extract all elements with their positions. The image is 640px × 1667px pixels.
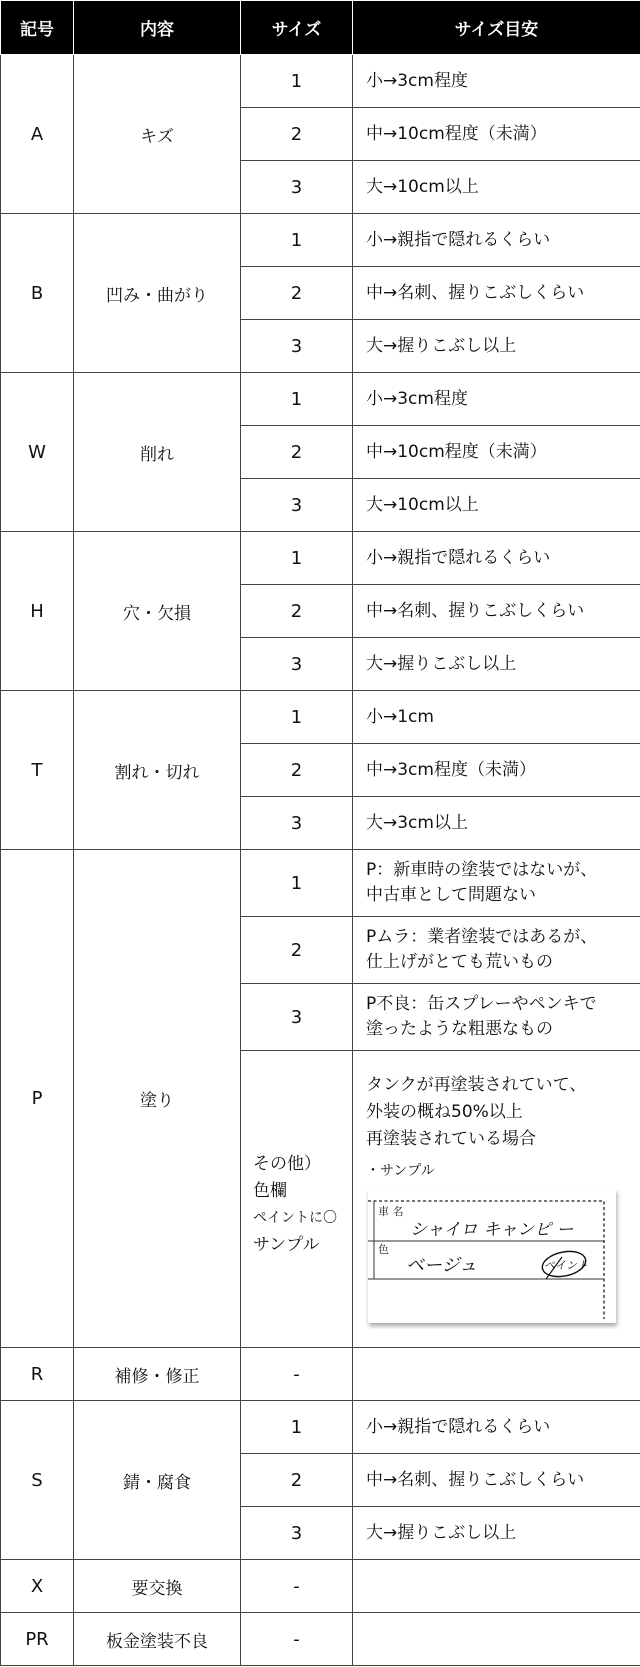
table-row [1, 373, 640, 426]
size-cell: 2 [241, 108, 353, 161]
guide-cell: 大→握りこぶし以上 [353, 638, 640, 691]
size-cell: 1 [241, 691, 353, 744]
size-cell: 2 [241, 1454, 353, 1507]
sample-paint-mark: ペイント [544, 1259, 588, 1272]
guide-cell: 大→握りこぶし以上 [353, 320, 640, 373]
size-cell: 1 [241, 373, 353, 426]
size-cell: 2 [241, 426, 353, 479]
other-guide-line: 外装の概ね50%以上 [366, 1102, 523, 1122]
other-size-line: ペイントに〇 [253, 1210, 337, 1226]
guide-line: 仕上げがとても荒いもの [366, 952, 553, 972]
guide-cell: 小→3cm程度 [353, 55, 640, 108]
guide-cell: 中→10cm程度（未満） [353, 108, 640, 161]
guide-cell: 中→名刺、握りこぶしくらい [353, 1454, 640, 1507]
size-cell: 1 [241, 55, 353, 108]
table-row [1, 1348, 640, 1401]
size-cell: - [241, 1613, 353, 1666]
guide-line: P不良：缶スプレーやペンキで [366, 994, 597, 1014]
guide-line: Pムラ：業者塗装ではあるが、 [366, 927, 598, 947]
content-cell: 塗り [74, 850, 241, 1348]
guide-cell: 大→10cm以上 [353, 479, 640, 532]
table-row [1, 850, 640, 917]
content-cell: 錆・腐食 [74, 1401, 241, 1560]
size-cell: - [241, 1348, 353, 1401]
guide-cell [353, 1613, 640, 1666]
code-cell: A [1, 55, 74, 214]
content-cell: 穴・欠損 [74, 532, 241, 691]
content-cell: 補修・修正 [74, 1348, 241, 1401]
header-guide: サイズ目安 [353, 1, 640, 55]
other-guide-cell [353, 1051, 640, 1348]
code-cell: PR [1, 1613, 74, 1666]
sample-color-value: ベージュ [406, 1255, 478, 1276]
content-cell: 割れ・切れ [74, 691, 241, 850]
other-size-line: その他） [253, 1154, 321, 1174]
content-cell: キズ [74, 55, 241, 214]
table-row [1, 1613, 640, 1666]
size-cell: 1 [241, 1401, 353, 1454]
guide-cell: 小→親指で隠れるくらい [353, 532, 640, 585]
header-code: 記号 [1, 1, 74, 55]
content-cell: 板金塗装不良 [74, 1613, 241, 1666]
table-row [1, 532, 640, 585]
guide-cell: 大→10cm以上 [353, 161, 640, 214]
sample-car-name: シャイロ キャンピ ー [410, 1220, 574, 1240]
header-content: 内容 [74, 1, 241, 55]
other-guide-line: 再塗装されている場合 [366, 1129, 536, 1149]
header-size: サイズ [241, 1, 353, 55]
content-cell: 凹み・曲がり [74, 214, 241, 373]
table-row [1, 691, 640, 744]
table-row [1, 55, 640, 108]
other-size-line: サンプル [253, 1235, 320, 1255]
table-row [1, 1401, 640, 1454]
guide-cell: 小→親指で隠れるくらい [353, 214, 640, 267]
code-cell: B [1, 214, 74, 373]
sample-label: ・サンプル [366, 1163, 435, 1179]
sample-color-label: 色 [378, 1243, 389, 1256]
guide-cell: 大→握りこぶし以上 [353, 1507, 640, 1560]
guide-cell [353, 984, 640, 1051]
guide-line: 中古車として問題ない [366, 885, 536, 905]
size-cell: 2 [241, 267, 353, 320]
table-row [1, 214, 640, 267]
code-cell: R [1, 1348, 74, 1401]
guide-cell: 小→3cm程度 [353, 373, 640, 426]
guide-cell: 大→3cm以上 [353, 797, 640, 850]
size-cell: 2 [241, 917, 353, 984]
size-cell: - [241, 1560, 353, 1613]
guide-cell: 中→名刺、握りこぶしくらい [353, 585, 640, 638]
other-guide-line: タンクが再塗装されていて、 [366, 1075, 587, 1095]
size-cell: 3 [241, 1507, 353, 1560]
code-cell: P [1, 850, 74, 1348]
content-cell: 要交換 [74, 1560, 241, 1613]
size-cell: 3 [241, 479, 353, 532]
size-cell: 3 [241, 638, 353, 691]
size-cell: 1 [241, 214, 353, 267]
sample-car-label: 車 名 [378, 1205, 404, 1218]
code-cell: T [1, 691, 74, 850]
table-row [1, 1560, 640, 1613]
size-cell: 2 [241, 585, 353, 638]
guide-cell [353, 850, 640, 917]
code-cell: X [1, 1560, 74, 1613]
code-cell: H [1, 532, 74, 691]
size-cell: 2 [241, 744, 353, 797]
guide-cell: 中→10cm程度（未満） [353, 426, 640, 479]
guide-cell [353, 917, 640, 984]
content-cell: 削れ [74, 373, 241, 532]
guide-line: P：新車時の塗装ではないが、 [366, 860, 598, 880]
size-cell: 1 [241, 532, 353, 585]
size-cell: 3 [241, 984, 353, 1051]
header-row [1, 1, 640, 55]
guide-cell: 小→親指で隠れるくらい [353, 1401, 640, 1454]
sample-image [366, 1187, 622, 1329]
other-size-cell [241, 1051, 353, 1348]
code-cell: S [1, 1401, 74, 1560]
other-size-line: 色欄 [253, 1181, 287, 1201]
guide-cell: 中→名刺、握りこぶしくらい [353, 267, 640, 320]
guide-cell: 中→3cm程度（未満） [353, 744, 640, 797]
guide-cell [353, 1560, 640, 1613]
size-cell: 1 [241, 850, 353, 917]
guide-line: 塗ったような粗悪なもの [366, 1019, 553, 1039]
code-cell: W [1, 373, 74, 532]
size-cell: 3 [241, 320, 353, 373]
guide-cell: 小→1cm [353, 691, 640, 744]
size-cell: 3 [241, 797, 353, 850]
size-cell: 3 [241, 161, 353, 214]
guide-cell [353, 1348, 640, 1401]
